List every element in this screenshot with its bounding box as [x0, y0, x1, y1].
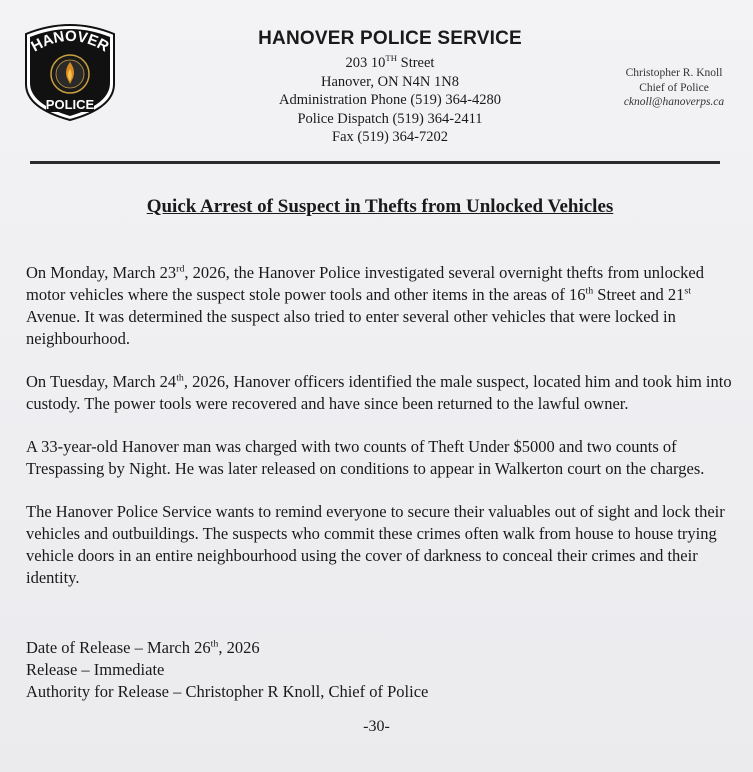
chief-title: Chief of Police [639, 81, 709, 94]
header-divider [30, 161, 720, 164]
chief-email: cknoll@hanoverps.ca [623, 96, 725, 108]
chief-name: Christopher R. Knoll [625, 67, 723, 79]
dispatch-phone: Police Dispatch (519) 364-2411 [297, 110, 483, 127]
release-headline: Quick Arrest of Suspect in Thefts from Unlocked Vehicles [146, 196, 614, 217]
paragraph-1: On Monday, March 23rd, 2026, the Hanover Police investigated several overnight thefts from unlocked motor vehicles where the suspect stole power tools and other items in the areas of 16th Street and 21st Avenue. It was determined the suspect also tried to enter several other vehicles that were locked in neighbourhood. [26, 263, 704, 348]
fax-number: Fax (519) 364-7202 [332, 129, 448, 145]
hanover-police-badge-logo [18, 20, 122, 124]
badge-top-text: HANOVER [28, 27, 112, 56]
release-metadata [26, 637, 626, 703]
end-mark: -30- [363, 718, 390, 735]
organization-name: HANOVER POLICE SERVICE [258, 28, 522, 49]
street-address: 203 10TH Street [345, 53, 435, 71]
organization-address-block [230, 54, 550, 147]
release-authority: Authority for Release – Christopher R Knoll, Chief of Police [26, 682, 429, 701]
release-type: Release – Immediate [26, 660, 165, 679]
paragraph-2: On Tuesday, March 24th, 2026, Hanover officers identified the male suspect, located him and took him into custody. The power tools were recovered and have since been returned to the lawful owner. [26, 372, 732, 413]
admin-phone: Administration Phone (519) 364-4280 [279, 92, 501, 108]
paragraph-3: A 33-year-old Hanover man was charged with two counts of Theft Under $5000 and two counts of Trespassing by Night. He was later released on conditions to appear in Walkerton court on the charges. [26, 437, 705, 478]
badge-bottom-text: POLICE [45, 97, 95, 112]
paragraph-4: The Hanover Police Service wants to remind everyone to secure their valuables out of sight and lock their vehicles and outbuildings. The suspects who commit these crimes often walk from house to house trying vehicle doors in an entire neighbourhood using the cover of darkness to conceal their crimes and their identity. [26, 502, 725, 587]
city-line: Hanover, ON N4N 1N8 [321, 73, 459, 90]
release-body [26, 262, 738, 610]
chief-contact-block [604, 66, 744, 110]
date-of-release: Date of Release – March 26th, 2026 [26, 638, 260, 657]
